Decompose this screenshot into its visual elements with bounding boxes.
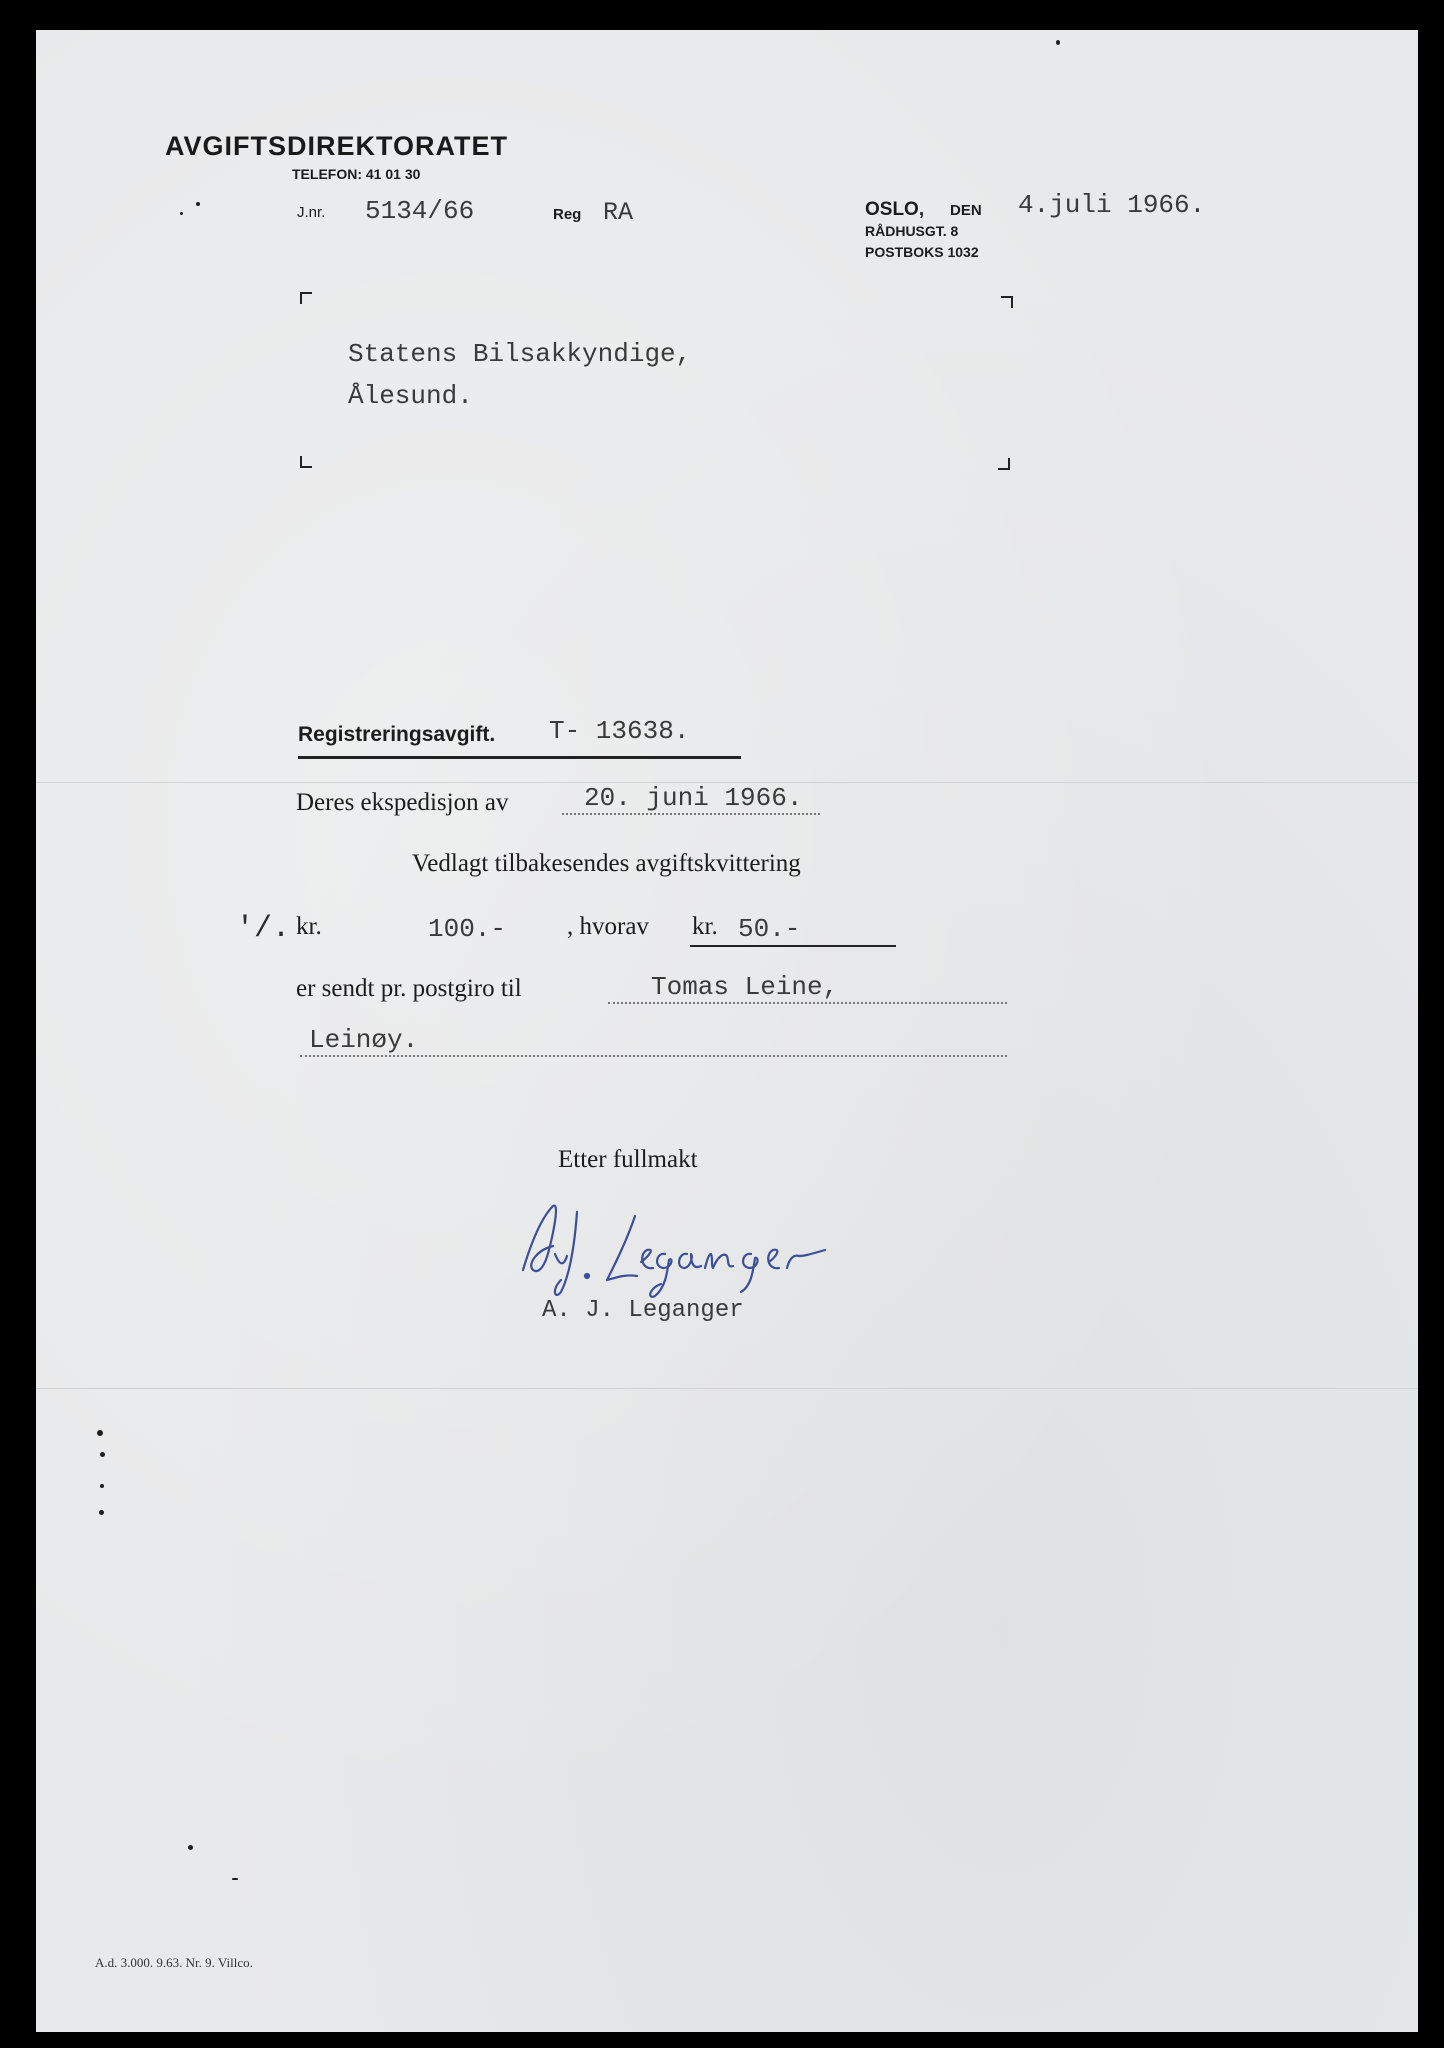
punch-mark (100, 1484, 104, 1488)
den-label: DEN (950, 202, 982, 219)
recipient-place: Leinøy. (300, 1025, 1007, 1057)
ink-speck (188, 1845, 193, 1850)
jnr-value: 5134/66 (365, 196, 475, 226)
address-corner-mark (300, 292, 312, 304)
enclosed-text: Vedlagt tilbakesendes avgiftskvittering (412, 850, 801, 877)
hvorav-label: , hvorav (567, 913, 649, 940)
addressee-city: Ålesund. (348, 381, 473, 411)
handwritten-signature (515, 1192, 845, 1302)
kr-label: kr. (296, 913, 322, 940)
punch-mark (97, 1430, 103, 1436)
amount-underline (690, 945, 896, 947)
reg-value: RA (603, 198, 634, 227)
signer-typed-name: A. J. Leganger (542, 1297, 744, 1324)
subject-reference: T- 13638. (549, 716, 690, 746)
reg-label: Reg (553, 206, 582, 223)
postbox: POSTBOKS 1032 (865, 244, 979, 260)
ink-speck (232, 1878, 238, 1880)
phone-label: TELEFON: (292, 166, 362, 182)
margin-mark: '/. (236, 912, 291, 946)
total-amount: 100.- (428, 914, 507, 944)
expedition-label: Deres ekspedisjon av (296, 789, 509, 816)
address-corner-mark (998, 458, 1010, 470)
letter-date: 4.juli 1966. (1018, 190, 1206, 220)
organization-name: AVGIFTSDIREKTORATET (165, 131, 508, 161)
ink-speck (196, 202, 200, 206)
city-label: OSLO, (865, 199, 925, 220)
authority-text: Etter fullmakt (558, 1146, 698, 1173)
address-corner-mark (300, 456, 312, 468)
recipient-name: Tomas Leine, (608, 972, 1007, 1004)
subject-underline (298, 756, 741, 759)
phone-number: 41 01 30 (365, 166, 421, 182)
address-corner-mark (1001, 296, 1013, 308)
expedition-date: 20. juni 1966. (562, 783, 820, 815)
subject-label: Registreringsavgift. (298, 723, 496, 746)
addressee-name: Statens Bilsakkyndige, (348, 339, 692, 369)
jnr-label: J.nr. (297, 204, 326, 221)
phone-line (292, 166, 420, 182)
punch-mark (99, 1510, 104, 1515)
partial-amount: 50.- (738, 914, 801, 944)
fold-line (36, 1388, 1418, 1389)
punch-mark (100, 1452, 105, 1457)
ink-speck (180, 212, 183, 215)
kr-label-2: kr. (692, 913, 718, 940)
ink-speck (1056, 40, 1060, 45)
print-code: A.d. 3.000. 9.63. Nr. 9. Villco. (95, 1955, 253, 1970)
postgiro-label: er sendt pr. postgiro til (296, 975, 522, 1002)
street-address: RÅDHUSGT. 8 (865, 223, 959, 239)
